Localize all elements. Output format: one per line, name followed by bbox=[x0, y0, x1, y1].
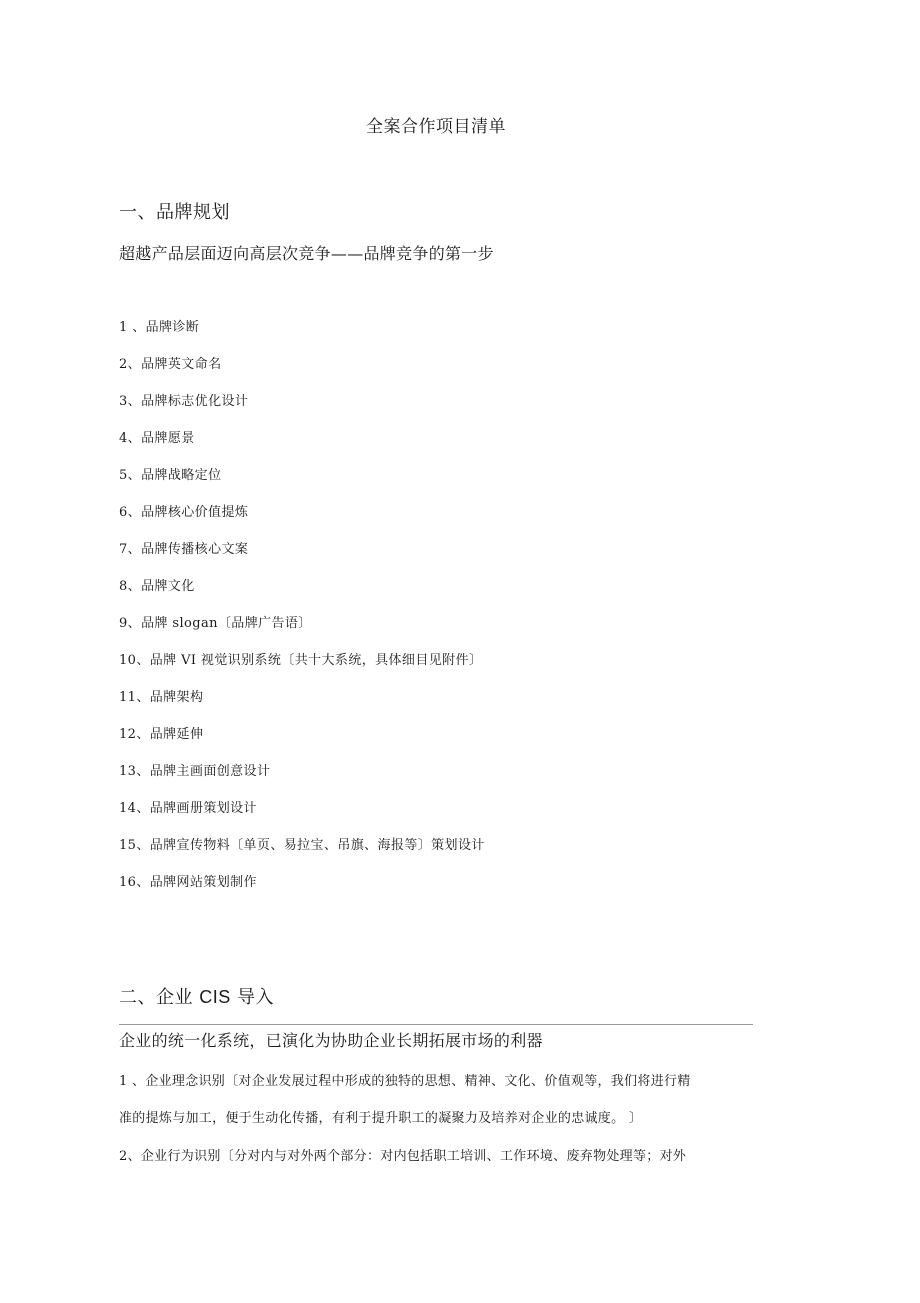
list-item: 6、品牌核心价值提炼 bbox=[119, 505, 249, 520]
list-item: 3、品牌标志优化设计 bbox=[119, 394, 249, 409]
section-heading-cis-prefix: 二、企业 bbox=[119, 987, 193, 1008]
section-heading-cis-latin: CIS bbox=[199, 987, 231, 1007]
list-item: 10、品牌 VI 视觉识别系统〔共十大系统，具体细目见附件〕 bbox=[119, 653, 483, 668]
list-item: 2、品牌英文命名 bbox=[119, 357, 222, 372]
paragraph-line: 1 、企业理念识别〔对企业发展过程中形成的独特的思想、精神、文化、价值观等，我们将进行精 bbox=[119, 1074, 691, 1089]
section-heading-cis-suffix: 导入 bbox=[236, 987, 274, 1008]
list-item: 5、品牌战略定位 bbox=[119, 468, 222, 483]
list-item: 16、品牌网站策划制作 bbox=[119, 875, 257, 890]
list-item: 15、品牌宣传物料〔单页、易拉宝、吊旗、海报等〕策划设计 bbox=[119, 838, 485, 853]
list-item: 14、品牌画册策划设计 bbox=[119, 801, 257, 816]
section-divider bbox=[119, 1024, 753, 1025]
list-item: 4、品牌愿景 bbox=[119, 431, 195, 446]
section-subtitle-brand-planning: 超越产品层面迈向高层次竞争——品牌竞争的第一步 bbox=[119, 244, 494, 263]
paragraph-line: 准的提炼与加工，便于生动化传播，有利于提升职工的凝聚力及培养对企业的忠诚度。 〕 bbox=[119, 1111, 643, 1126]
section-heading-brand-planning: 一、品牌规划 bbox=[119, 202, 230, 223]
paragraph-line: 2、企业行为识别〔分对内与对外两个部分：对内包括职工培训、工作环境、废弃物处理等；对外 bbox=[119, 1149, 687, 1164]
list-item: 12、品牌延伸 bbox=[119, 727, 204, 742]
list-item: 11、品牌架构 bbox=[119, 690, 204, 705]
list-item: 8、品牌文化 bbox=[119, 579, 195, 594]
list-item: 13、品牌主画面创意设计 bbox=[119, 764, 271, 779]
section-subtitle-cis: 企业的统一化系统，已演化为协助企业长期拓展市场的利器 bbox=[119, 1031, 543, 1050]
list-item: 9、品牌 slogan〔品牌广告语〕 bbox=[119, 616, 312, 631]
section-heading-cis bbox=[119, 983, 274, 1009]
list-item: 1 、品牌诊断 bbox=[119, 320, 200, 335]
document-title: 全案合作项目清单 bbox=[366, 117, 506, 137]
list-item: 7、品牌传播核心文案 bbox=[119, 542, 249, 557]
